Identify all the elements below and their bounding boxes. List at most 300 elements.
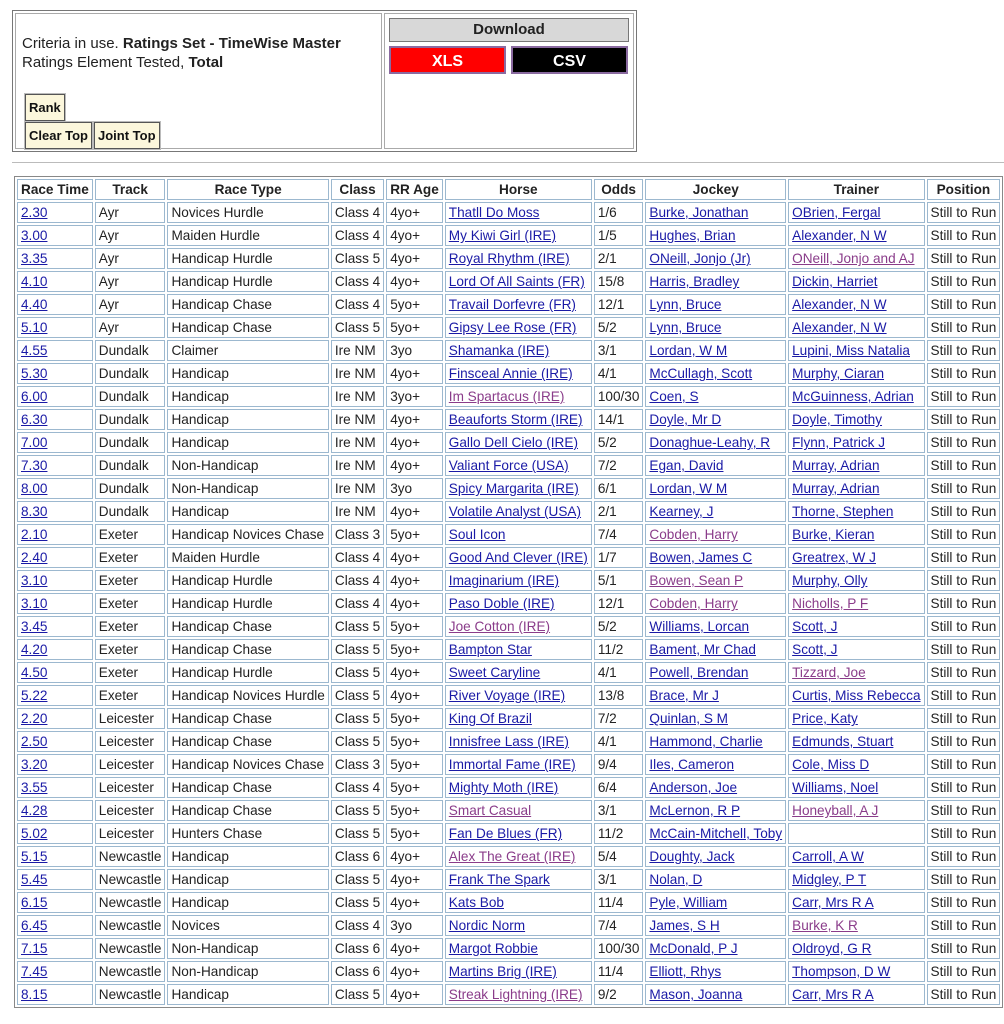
position-cell: Still to Run (927, 869, 1001, 890)
track-cell: Dundalk (95, 386, 166, 407)
table-row (17, 800, 1000, 821)
horse-link[interactable]: Sweet Caryline (448, 665, 541, 680)
trainer-link[interactable]: Murphy, Olly (792, 573, 868, 588)
race-time-link[interactable]: 7.00 (21, 435, 48, 450)
trainer-link[interactable]: Nicholls, P F (792, 596, 869, 611)
jockey-link[interactable]: Donaghue-Leahy, R (649, 435, 771, 450)
trainer-link[interactable]: Honeyball, A J (792, 803, 879, 818)
class-cell: Class 5 (331, 892, 384, 913)
table-row (17, 731, 1000, 752)
table-cell (788, 800, 924, 821)
table-cell (445, 869, 592, 890)
position-cell: Still to Run (927, 248, 1001, 269)
odds-cell: 11/2 (594, 823, 644, 844)
jockey-link[interactable]: Powell, Brendan (649, 665, 749, 680)
trainer-link[interactable]: Oldroyd, G R (792, 941, 872, 956)
horse-link[interactable]: Nordic Norm (448, 918, 526, 933)
age-cell: 4yo+ (386, 547, 443, 568)
table-cell (445, 478, 592, 499)
track-cell: Exeter (95, 616, 166, 637)
jockey-link[interactable]: Pyle, William (649, 895, 728, 910)
trainer-link[interactable]: ONeill, Jonjo and AJ (792, 251, 915, 266)
jockey-link[interactable]: Bowen, James C (649, 550, 753, 565)
age-cell: 4yo+ (386, 846, 443, 867)
race-time-link[interactable]: 3.45 (21, 619, 48, 634)
criteria-info (15, 13, 382, 149)
horse-link[interactable]: Alex The Great (IRE) (448, 849, 576, 864)
age-cell: 5yo+ (386, 294, 443, 315)
jockey-link[interactable]: Bament, Mr Chad (649, 642, 756, 657)
table-row (17, 363, 1000, 384)
table-cell (17, 685, 93, 706)
trainer-link[interactable]: Cole, Miss D (792, 757, 870, 772)
table-cell (788, 777, 924, 798)
table-cell (17, 639, 93, 660)
odds-cell: 5/4 (594, 846, 644, 867)
jockey-link[interactable]: Bowen, Sean P (649, 573, 744, 588)
jockey-link[interactable]: Doughty, Jack (649, 849, 735, 864)
table-cell (645, 869, 786, 890)
position-cell: Still to Run (927, 662, 1001, 683)
horse-link[interactable]: Shamanka (IRE) (448, 343, 550, 358)
race-time-link[interactable]: 7.45 (21, 964, 48, 979)
table-cell (645, 317, 786, 338)
table-cell (645, 846, 786, 867)
trainer-link[interactable]: Carr, Mrs R A (792, 987, 874, 1002)
table-row (17, 340, 1000, 361)
table-cell (788, 961, 924, 982)
table-row (17, 915, 1000, 936)
class-cell: Class 5 (331, 984, 384, 1005)
element-prefix: Ratings Element Tested, (22, 54, 189, 71)
jockey-link[interactable]: Nolan, D (649, 872, 703, 887)
race-type-cell: Handicap Chase (167, 317, 328, 338)
race-time-link[interactable]: 5.45 (21, 872, 48, 887)
jockey-link[interactable]: Hammond, Charlie (649, 734, 763, 749)
horse-link[interactable]: Fan De Blues (FR) (448, 826, 563, 841)
jockey-link[interactable]: Cobden, Harry (649, 527, 738, 542)
class-cell: Class 4 (331, 593, 384, 614)
track-cell: Ayr (95, 294, 166, 315)
race-time-link[interactable]: 8.30 (21, 504, 48, 519)
position-cell: Still to Run (927, 225, 1001, 246)
table-row (17, 478, 1000, 499)
race-time-link[interactable]: 4.55 (21, 343, 48, 358)
criteria-panel (12, 10, 637, 152)
track-cell: Leicester (95, 754, 166, 775)
track-cell: Ayr (95, 271, 166, 292)
position-cell: Still to Run (927, 593, 1001, 614)
trainer-link[interactable]: Midgley, P T (792, 872, 867, 887)
jockey-link[interactable]: Mason, Joanna (649, 987, 743, 1002)
jockey-link[interactable]: McCain-Mitchell, Toby (649, 826, 783, 841)
race-time-link[interactable]: 4.50 (21, 665, 48, 680)
table-cell (17, 409, 93, 430)
trainer-link[interactable]: Carr, Mrs R A (792, 895, 874, 910)
horse-link[interactable]: Immortal Fame (IRE) (448, 757, 576, 772)
class-cell: Class 6 (331, 846, 384, 867)
horse-link[interactable]: Im Spartacus (IRE) (448, 389, 565, 404)
table-cell (645, 547, 786, 568)
race-time-link[interactable]: 3.55 (21, 780, 48, 795)
trainer-link[interactable]: Burke, Kieran (792, 527, 875, 542)
table-row (17, 202, 1000, 223)
trainer-link[interactable]: Scott, J (792, 642, 838, 657)
horse-link[interactable]: Gallo Dell Cielo (IRE) (448, 435, 578, 450)
race-type-cell: Maiden Hurdle (167, 225, 328, 246)
horse-link[interactable]: My Kiwi Girl (IRE) (448, 228, 557, 243)
race-time-link[interactable]: 3.20 (21, 757, 48, 772)
jockey-link[interactable]: James, S H (649, 918, 720, 933)
race-time-link[interactable]: 2.40 (21, 550, 48, 565)
track-cell: Dundalk (95, 432, 166, 453)
table-cell (17, 731, 93, 752)
class-cell: Ire NM (331, 386, 384, 407)
jockey-link[interactable]: Lynn, Bruce (649, 320, 722, 335)
race-type-cell: Handicap (167, 432, 328, 453)
horse-link[interactable]: Lord Of All Saints (FR) (448, 274, 585, 289)
table-cell (17, 662, 93, 683)
race-time-link[interactable]: 4.10 (21, 274, 48, 289)
jockey-link[interactable]: Iles, Cameron (649, 757, 735, 772)
table-cell (788, 363, 924, 384)
trainer-link[interactable]: Thorne, Stephen (792, 504, 894, 519)
table-cell (788, 202, 924, 223)
trainer-link[interactable]: Carroll, A W (792, 849, 864, 864)
odds-cell: 11/4 (594, 961, 644, 982)
position-cell: Still to Run (927, 478, 1001, 499)
jockey-link[interactable]: Elliott, Rhys (649, 964, 722, 979)
table-cell (788, 409, 924, 430)
age-cell: 4yo+ (386, 409, 443, 430)
jockey-link[interactable]: Kearney, J (649, 504, 714, 519)
table-cell (645, 455, 786, 476)
race-time-link[interactable]: 2.50 (21, 734, 48, 749)
table-cell (645, 340, 786, 361)
table-cell (445, 754, 592, 775)
jockey-link[interactable]: Brace, Mr J (649, 688, 719, 703)
horse-link[interactable]: King Of Brazil (448, 711, 532, 726)
table-cell (645, 478, 786, 499)
odds-cell: 13/8 (594, 685, 644, 706)
horse-link[interactable]: Bampton Star (448, 642, 532, 657)
horse-link[interactable]: Volatile Analyst (USA) (448, 504, 582, 519)
race-time-link[interactable]: 7.30 (21, 458, 48, 473)
class-cell: Ire NM (331, 409, 384, 430)
race-time-link[interactable]: 4.20 (21, 642, 48, 657)
trainer-link[interactable]: McGuinness, Adrian (792, 389, 914, 404)
table-cell (17, 961, 93, 982)
jockey-link[interactable]: Hughes, Brian (649, 228, 736, 243)
class-cell: Class 5 (331, 685, 384, 706)
trainer-link[interactable]: Burke, K R (792, 918, 858, 933)
horse-link[interactable]: Paso Doble (IRE) (448, 596, 555, 611)
age-cell: 5yo+ (386, 800, 443, 821)
csv-download-button[interactable]: CSV (511, 46, 628, 74)
trainer-link[interactable]: Murphy, Ciaran (792, 366, 885, 381)
age-cell: 4yo+ (386, 455, 443, 476)
rank-button[interactable]: Rank (25, 94, 65, 121)
horse-link[interactable]: Travail Dorfevre (FR) (448, 297, 576, 312)
jockey-link[interactable]: McDonald, P J (649, 941, 738, 956)
jockey-link[interactable]: Burke, Jonathan (649, 205, 749, 220)
jockey-link[interactable]: Williams, Lorcan (649, 619, 750, 634)
table-cell (445, 823, 592, 844)
table-row (17, 961, 1000, 982)
jockey-link[interactable]: Doyle, Mr D (649, 412, 722, 427)
class-cell: Class 5 (331, 639, 384, 660)
horse-link[interactable]: Mighty Moth (IRE) (448, 780, 559, 795)
trainer-link[interactable]: Lupini, Miss Natalia (792, 343, 910, 358)
download-title: Download (389, 18, 629, 42)
class-cell: Ire NM (331, 363, 384, 384)
horse-link[interactable]: Good And Clever (IRE) (448, 550, 588, 565)
race-time-link[interactable]: 5.22 (21, 688, 48, 703)
table-row (17, 225, 1000, 246)
joint-top-button[interactable]: Joint Top (94, 122, 160, 149)
horse-link[interactable]: River Voyage (IRE) (448, 688, 566, 703)
horse-link[interactable]: Beauforts Storm (IRE) (448, 412, 583, 427)
jockey-link[interactable]: Anderson, Joe (649, 780, 738, 795)
track-cell: Leicester (95, 823, 166, 844)
table-cell (445, 432, 592, 453)
race-time-link[interactable]: 2.30 (21, 205, 48, 220)
header-track: Track (95, 179, 166, 200)
race-time-link[interactable]: 5.30 (21, 366, 48, 381)
jockey-link[interactable]: Cobden, Harry (649, 596, 738, 611)
race-time-link[interactable]: 3.35 (21, 251, 48, 266)
race-time-link[interactable]: 2.10 (21, 527, 48, 542)
class-cell: Class 5 (331, 869, 384, 890)
jockey-link[interactable]: Quinlan, S M (649, 711, 728, 726)
horse-link[interactable]: Margot Robbie (448, 941, 538, 956)
position-cell: Still to Run (927, 432, 1001, 453)
table-cell (788, 754, 924, 775)
track-cell: Exeter (95, 639, 166, 660)
table-row (17, 869, 1000, 890)
trainer-link[interactable]: Alexander, N W (792, 228, 887, 243)
race-time-link[interactable]: 6.15 (21, 895, 48, 910)
race-time-link[interactable]: 3.10 (21, 573, 48, 588)
trainer-link[interactable]: Thompson, D W (792, 964, 891, 979)
class-cell: Class 5 (331, 662, 384, 683)
track-cell: Newcastle (95, 846, 166, 867)
class-cell: Class 4 (331, 271, 384, 292)
table-cell (645, 800, 786, 821)
jockey-link[interactable]: Harris, Bradley (649, 274, 740, 289)
horse-link[interactable]: Smart Casual (448, 803, 532, 818)
header-row (17, 179, 1000, 200)
odds-cell: 11/2 (594, 639, 644, 660)
trainer-link[interactable]: Curtis, Miss Rebecca (792, 688, 921, 703)
table-cell (788, 271, 924, 292)
race-time-link[interactable]: 3.10 (21, 596, 48, 611)
horse-link[interactable]: Imaginarium (IRE) (448, 573, 560, 588)
table-cell (445, 938, 592, 959)
trainer-link[interactable]: Flynn, Patrick J (792, 435, 886, 450)
table-cell (17, 294, 93, 315)
jockey-link[interactable]: Lordan, W M (649, 481, 728, 496)
top-buttons (25, 122, 160, 149)
position-cell: Still to Run (927, 915, 1001, 936)
class-cell: Ire NM (331, 478, 384, 499)
race-type-cell: Handicap Chase (167, 777, 328, 798)
age-cell: 4yo+ (386, 685, 443, 706)
jockey-link[interactable]: Egan, David (649, 458, 724, 473)
position-cell: Still to Run (927, 639, 1001, 660)
horse-link[interactable]: Royal Rhythm (IRE) (448, 251, 570, 266)
clear-top-button[interactable]: Clear Top (25, 122, 92, 149)
table-cell (17, 892, 93, 913)
table-cell (17, 386, 93, 407)
horse-link[interactable]: Martins Brig (IRE) (448, 964, 557, 979)
horse-link[interactable]: Kats Bob (448, 895, 504, 910)
table-row (17, 501, 1000, 522)
table-row (17, 409, 1000, 430)
race-time-link[interactable]: 2.20 (21, 711, 48, 726)
horse-link[interactable]: Streak Lightning (IRE) (448, 987, 583, 1002)
race-time-link[interactable]: 7.15 (21, 941, 48, 956)
jockey-link[interactable]: ONeill, Jonjo (Jr) (649, 251, 751, 266)
trainer-link[interactable]: Scott, J (792, 619, 838, 634)
table-cell (17, 340, 93, 361)
horse-link[interactable]: Innisfree Lass (IRE) (448, 734, 569, 749)
class-cell: Class 4 (331, 547, 384, 568)
race-type-cell: Maiden Hurdle (167, 547, 328, 568)
trainer-link[interactable]: Murray, Adrian (792, 481, 880, 496)
age-cell: 5yo+ (386, 317, 443, 338)
criteria-prefix: Criteria in use. (22, 35, 123, 52)
race-type-cell: Handicap Novices Chase (167, 524, 328, 545)
table-cell (645, 570, 786, 591)
trainer-link[interactable]: OBrien, Fergal (792, 205, 881, 220)
trainer-link[interactable]: Williams, Noel (792, 780, 879, 795)
race-type-cell: Handicap Hurdle (167, 593, 328, 614)
horse-link[interactable]: Frank The Spark (448, 872, 550, 887)
class-cell: Ire NM (331, 432, 384, 453)
track-cell: Dundalk (95, 478, 166, 499)
table-cell (445, 616, 592, 637)
horse-link[interactable]: Joe Cotton (IRE) (448, 619, 551, 634)
age-cell: 4yo+ (386, 892, 443, 913)
ratings-set-value: Ratings Set - TimeWise Master (122, 35, 341, 52)
position-cell: Still to Run (927, 386, 1001, 407)
track-cell: Leicester (95, 800, 166, 821)
xls-download-button[interactable]: XLS (389, 46, 506, 74)
age-cell: 4yo+ (386, 225, 443, 246)
table-cell (645, 961, 786, 982)
table-cell (17, 938, 93, 959)
horse-link[interactable]: Spicy Margarita (IRE) (448, 481, 579, 496)
race-time-link[interactable]: 5.02 (21, 826, 48, 841)
age-cell: 4yo+ (386, 961, 443, 982)
horse-link[interactable]: Finsceal Annie (IRE) (448, 366, 573, 381)
table-cell (788, 593, 924, 614)
race-time-link[interactable]: 8.15 (21, 987, 48, 1002)
odds-cell: 9/4 (594, 754, 644, 775)
odds-cell: 1/5 (594, 225, 644, 246)
table-row (17, 892, 1000, 913)
trainer-link[interactable]: Greatrex, W J (792, 550, 876, 565)
trainer-link[interactable]: Doyle, Timothy (792, 412, 883, 427)
jockey-link[interactable]: Coen, S (649, 389, 699, 404)
race-time-link[interactable]: 4.40 (21, 297, 48, 312)
trainer-link[interactable]: Alexander, N W (792, 297, 887, 312)
table-cell (788, 386, 924, 407)
table-cell (445, 639, 592, 660)
table-cell (645, 501, 786, 522)
odds-cell: 2/1 (594, 501, 644, 522)
race-time-link[interactable]: 6.00 (21, 389, 48, 404)
table-row (17, 248, 1000, 269)
odds-cell: 1/7 (594, 547, 644, 568)
horse-link[interactable]: Soul Icon (448, 527, 506, 542)
table-row (17, 570, 1000, 591)
horse-link[interactable]: Valiant Force (USA) (448, 458, 569, 473)
table-cell (645, 225, 786, 246)
race-time-link[interactable]: 6.30 (21, 412, 48, 427)
class-cell: Class 3 (331, 754, 384, 775)
race-time-link[interactable]: 8.00 (21, 481, 48, 496)
odds-cell: 3/1 (594, 340, 644, 361)
track-cell: Exeter (95, 524, 166, 545)
table-cell (17, 823, 93, 844)
trainer-link[interactable]: Dickin, Harriet (792, 274, 878, 289)
table-cell (645, 271, 786, 292)
race-time-link[interactable]: 6.45 (21, 918, 48, 933)
table-cell (17, 248, 93, 269)
table-cell (445, 984, 592, 1005)
race-time-link[interactable]: 5.10 (21, 320, 48, 335)
trainer-link[interactable]: Price, Katy (792, 711, 858, 726)
jockey-link[interactable]: McLernon, R P (649, 803, 741, 818)
divider (12, 162, 1004, 163)
table-cell (17, 271, 93, 292)
jockey-link[interactable]: Lordan, W M (649, 343, 728, 358)
race-time-link[interactable]: 3.00 (21, 228, 48, 243)
race-time-link[interactable]: 5.15 (21, 849, 48, 864)
trainer-link[interactable]: Alexander, N W (792, 320, 887, 335)
horse-link[interactable]: Thatll Do Moss (448, 205, 540, 220)
class-cell: Ire NM (331, 455, 384, 476)
trainer-link[interactable]: Edmunds, Stuart (792, 734, 894, 749)
race-time-link[interactable]: 4.28 (21, 803, 48, 818)
race-type-cell: Handicap (167, 892, 328, 913)
table-row (17, 708, 1000, 729)
trainer-link[interactable]: Murray, Adrian (792, 458, 880, 473)
class-cell: Class 5 (331, 317, 384, 338)
jockey-link[interactable]: McCullagh, Scott (649, 366, 753, 381)
table-cell (445, 915, 592, 936)
class-cell: Class 5 (331, 731, 384, 752)
track-cell: Leicester (95, 731, 166, 752)
class-cell: Class 5 (331, 823, 384, 844)
table-cell (17, 501, 93, 522)
age-cell: 5yo+ (386, 524, 443, 545)
table-cell (645, 616, 786, 637)
horse-link[interactable]: Gipsy Lee Rose (FR) (448, 320, 577, 335)
table-row (17, 386, 1000, 407)
track-cell: Ayr (95, 225, 166, 246)
age-cell: 4yo+ (386, 984, 443, 1005)
odds-cell: 6/4 (594, 777, 644, 798)
trainer-link[interactable]: Tizzard, Joe (792, 665, 866, 680)
table-cell (788, 547, 924, 568)
jockey-link[interactable]: Lynn, Bruce (649, 297, 722, 312)
position-cell: Still to Run (927, 455, 1001, 476)
position-cell: Still to Run (927, 800, 1001, 821)
position-cell: Still to Run (927, 317, 1001, 338)
